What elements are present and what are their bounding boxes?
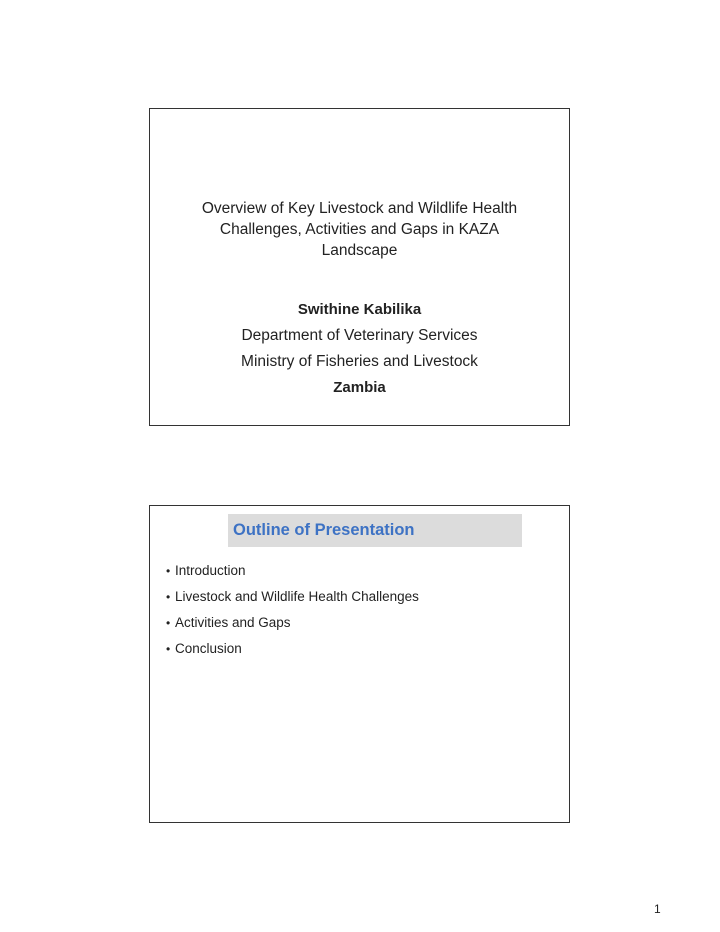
bullet-icon: • xyxy=(166,642,171,656)
list-item-label: Activities and Gaps xyxy=(175,615,291,630)
title-line-3: Landscape xyxy=(321,242,398,259)
list-item xyxy=(166,558,419,584)
presentation-title xyxy=(150,198,569,261)
bullet-icon: • xyxy=(166,564,171,578)
author-ministry: Ministry of Fisheries and Livestock xyxy=(241,353,478,370)
list-item-label: Introduction xyxy=(175,563,246,578)
bullet-icon: • xyxy=(166,616,171,630)
author-country: Zambia xyxy=(333,379,386,396)
list-item-label: Livestock and Wildlife Health Challenges xyxy=(175,589,419,604)
list-item-label: Conclusion xyxy=(175,641,242,656)
title-line-2: Challenges, Activities and Gaps in KAZA xyxy=(219,221,500,238)
title-line-1: Overview of Key Livestock and Wildlife Health xyxy=(201,200,518,217)
author-department: Department of Veterinary Services xyxy=(241,327,478,344)
outline-heading: Outline of Presentation xyxy=(228,514,522,547)
slide-outline xyxy=(149,505,570,823)
author-name: Swithine Kabilika xyxy=(297,301,422,318)
list-item xyxy=(166,610,419,636)
page-number: 1 xyxy=(654,902,661,916)
list-item xyxy=(166,636,419,662)
bullet-icon: • xyxy=(166,590,171,604)
slide-title xyxy=(149,108,570,426)
author-block xyxy=(150,297,569,401)
outline-list xyxy=(166,558,419,662)
list-item xyxy=(166,584,419,610)
